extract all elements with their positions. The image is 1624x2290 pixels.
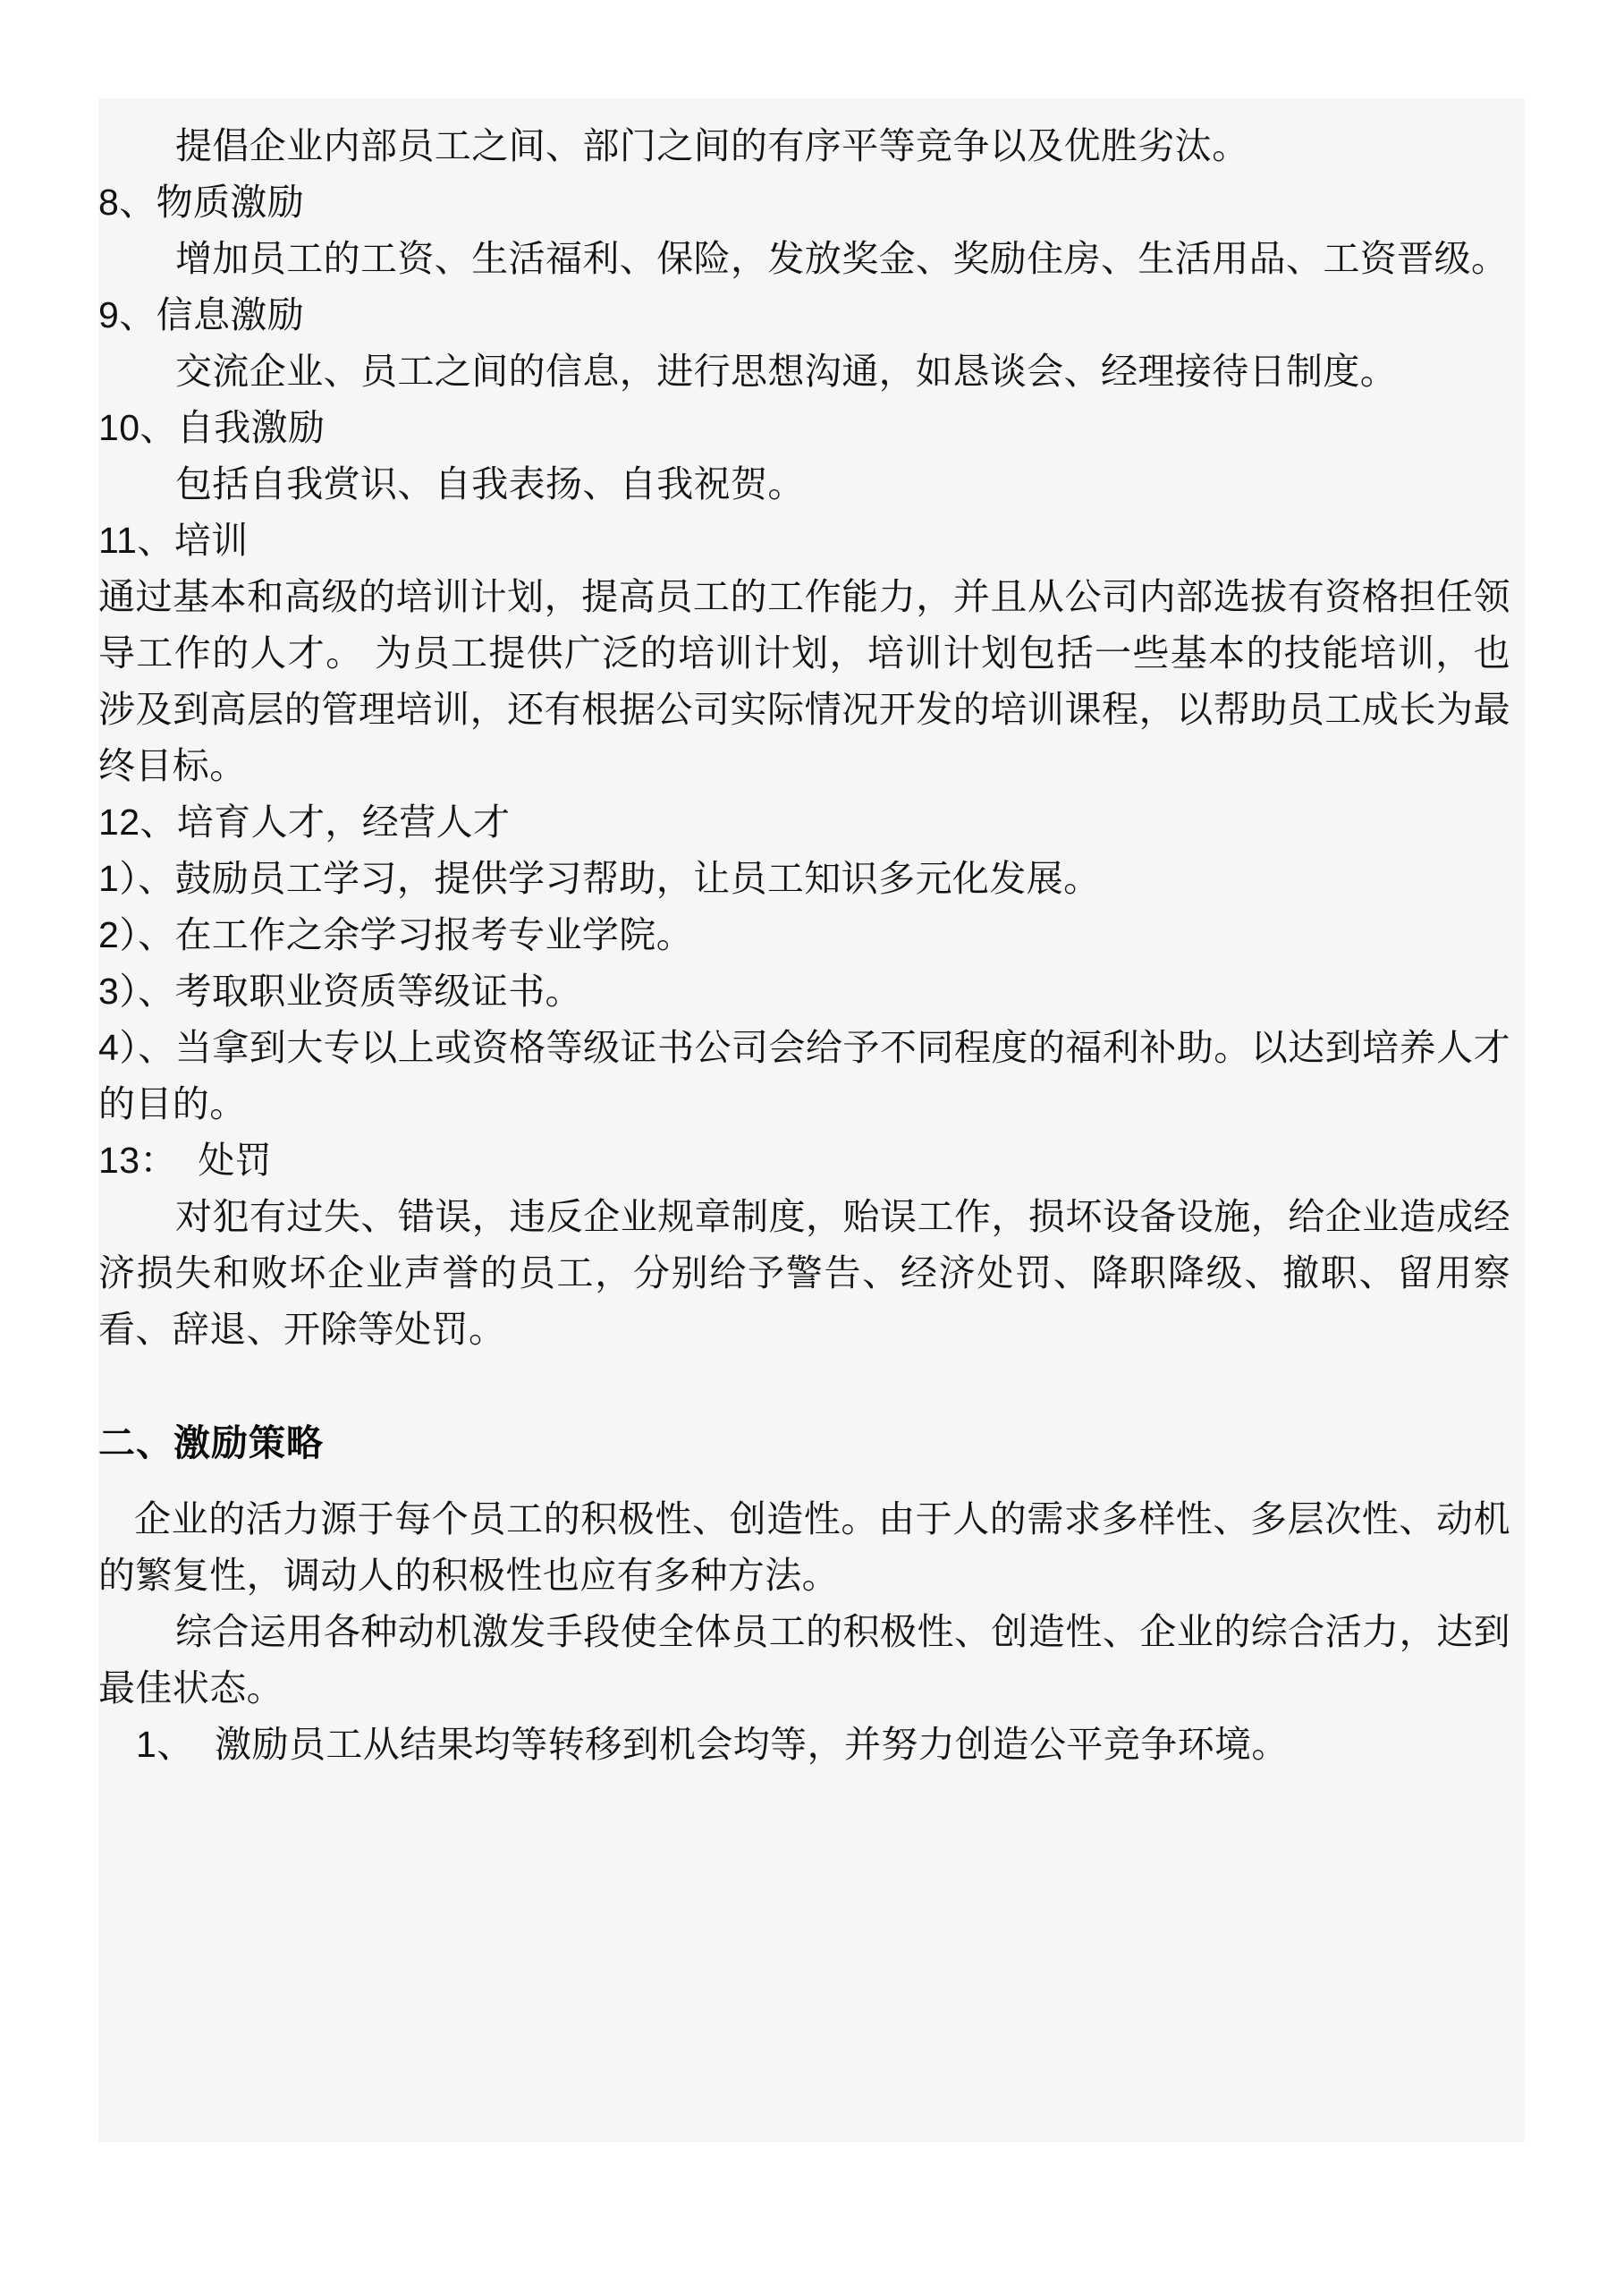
paragraph-top-continuation: 提倡企业内部员工之间、部门之间的有序平等竞争以及优胜劣汰。 <box>175 125 1249 166</box>
list-item-section-2-1: 1、 激励员工从结果均等转移到机会均等，并努力创造公平竞争环境。 <box>136 1724 1289 1765</box>
paragraph-item-11-body: 通过基本和高级的培训计划，提高员工的工作能力，并且从公司内部选拔有资格担任领导工作的人才。 为员工提供广泛的培训计划，培训计划包括一些基本的技能培训，也涉及到高层的管理培训，还有根据公司实际情况开发的培训课程，以帮助员工成长为最终目标。 <box>98 576 1510 786</box>
paragraph-item-10-body: 包括自我赏识、自我表扬、自我祝贺。 <box>175 463 805 505</box>
section-heading-incentive-strategy: 二、激励策略 <box>98 1422 324 1463</box>
paragraph-section-2-2: 综合运用各种动机激发手段使全体员工的积极性、创造性、企业的综合活力，达到最佳状态。 <box>98 1611 1510 1709</box>
list-item-12-sub-2: 2）、在工作之余学习报考专业学院。 <box>98 914 694 955</box>
list-label-item-9: 9、信息激励 <box>98 294 305 335</box>
list-item-12-sub-3: 3）、考取职业资质等级证书。 <box>98 971 582 1012</box>
paragraph-item-8-body: 增加员工的工资、生活福利、保险，发放奖金、奖励住房、生活用品、工资晋级。 <box>175 238 1509 279</box>
paragraph-item-9-body: 交流企业、员工之间的信息，进行思想沟通，如恳谈会、经理接待日制度。 <box>175 351 1398 392</box>
list-label-item-10: 10、自我激励 <box>98 407 326 448</box>
heading-spacer-below <box>98 1472 1525 1491</box>
list-label-item-12: 12、培育人才，经营人才 <box>98 802 511 843</box>
document-text-body <box>98 98 1525 1773</box>
list-label-item-13: 13： 处罚 <box>98 1140 273 1181</box>
paragraph-section-2-1: 企业的活力源于每个员工的积极性、创造性。由于人的需求多样性、多层次性、动机的繁复性，调动人的积极性也应有多种方法。 <box>98 1498 1510 1596</box>
heading-spacer-above <box>98 1358 1525 1415</box>
list-item-12-sub-1: 1）、鼓励员工学习，提供学习帮助，让员工知识多元化发展。 <box>98 858 1101 899</box>
list-label-item-11: 11、培训 <box>98 520 249 561</box>
list-label-item-8: 8、物质激励 <box>98 182 305 223</box>
list-item-12-sub-4: 4）、当拿到大专以上或资格等级证书公司会给予不同程度的福利补助。以达到培养人才的目的。 <box>98 1027 1510 1124</box>
top-spacer <box>98 98 1525 118</box>
paragraph-item-13-body: 对犯有过失、错误，违反企业规章制度，贻误工作，损坏设备设施，给企业造成经济损失和败坏企业声誉的员工，分别给予警告、经济处罚、降职降级、撤职、留用察看、辞退、开除等处罚。 <box>98 1196 1510 1350</box>
document-page-sheet <box>98 98 1525 2142</box>
